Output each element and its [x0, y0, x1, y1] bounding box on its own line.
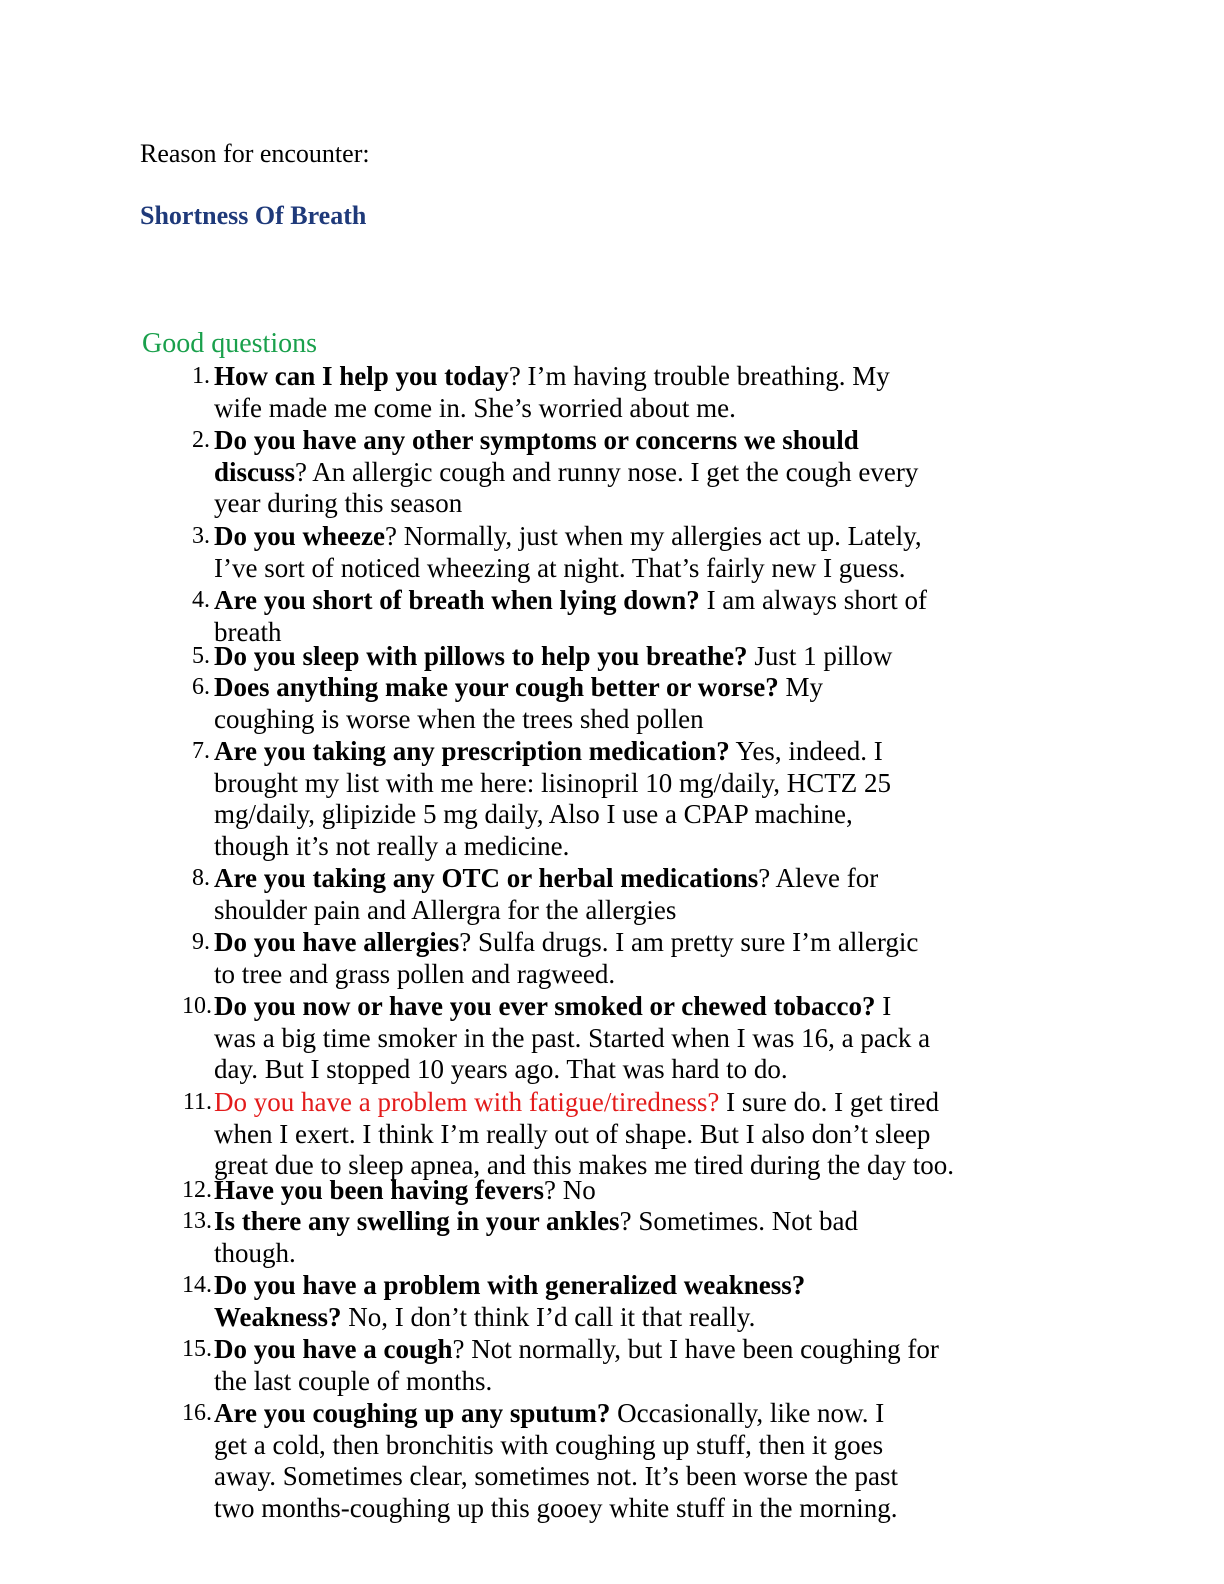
question-text: Do you have a cough — [214, 1334, 453, 1364]
question-number: 6. — [192, 674, 210, 700]
question-body — [214, 672, 1084, 735]
question-body — [214, 1206, 1084, 1269]
question-punct: ? — [544, 1175, 556, 1205]
answer-text: Not normally, but I have been coughing for the last couple of months. — [214, 1334, 939, 1396]
question-body — [214, 1334, 1084, 1397]
reason-label: Reason for encounter: — [140, 139, 370, 168]
answer-text: No, I don’t think I’d call it that really. — [341, 1301, 756, 1332]
question-punct: ? — [295, 456, 308, 487]
question-text: Are you coughing up any sputum? — [214, 1398, 611, 1428]
question-text: Have you been having fevers — [214, 1175, 544, 1205]
question-text: Do you have allergies — [214, 927, 460, 957]
question-text: Do you sleep with pillows to help you breathe? — [214, 641, 748, 671]
question-text: Is there any swelling in your ankles — [214, 1206, 620, 1236]
question-text: Do you now or have you ever smoked or chewed tobacco? — [214, 991, 876, 1021]
answer-text: I was a big time smoker in the past. Started when I was 16, a pack a day. But I stopped 10 years ago. That was hard to do. — [214, 991, 931, 1084]
question-punct: ? — [384, 521, 397, 551]
answer-text: Yes, indeed. I brought my list with me here: lisinopril 10 mg/daily, HCTZ 25 mg/daily, glipizide 5 mg daily, Also I use a CPAP machine, though it’s not really a medicine. — [214, 736, 891, 861]
question-body — [214, 361, 1084, 424]
question-number: 3. — [192, 523, 210, 549]
question-number: 7. — [192, 738, 210, 764]
question-punct: ? — [508, 361, 521, 391]
good-questions-heading: Good questions — [142, 328, 317, 359]
question-body — [214, 585, 1084, 648]
reason-title: Shortness Of Breath — [140, 201, 367, 230]
question-body — [214, 1270, 1084, 1333]
question-punct: ? — [452, 1334, 465, 1364]
question-text: How can I help you today — [214, 361, 509, 391]
question-number: 15. — [182, 1336, 212, 1362]
answer-text: Just 1 pillow — [747, 641, 893, 671]
question-punct: ? — [758, 863, 771, 893]
question-text: Does anything make your cough better or worse? — [214, 672, 779, 702]
question-number: 4. — [192, 587, 210, 613]
question-text: Are you taking any OTC or herbal medications — [214, 863, 759, 893]
question-punct: ? — [459, 927, 472, 957]
question-body — [214, 641, 1084, 673]
question-body — [214, 863, 1084, 926]
question-text: Are you short of breath when lying down? — [214, 585, 700, 615]
question-number: 11. — [182, 1089, 212, 1115]
answer-text: No — [555, 1175, 596, 1205]
question-number: 9. — [192, 929, 210, 955]
question-body — [214, 1087, 1084, 1182]
question-body — [214, 736, 1084, 862]
answer-text: Aleve for shoulder pain and Allergra for the allergies — [214, 863, 879, 925]
answer-text: Occasionally, like now. I get a cold, then bronchitis with coughing up stuff, then it goes away. Sometimes clear, sometimes not. It’s been worse the past two months-coughing up this gooey white stuff in the morning. — [214, 1398, 898, 1523]
question-text-highlighted: Do you have a problem with fatigue/tiredness? — [214, 1087, 720, 1117]
question-number: 16. — [182, 1400, 212, 1426]
answer-text: Sometimes. Not bad though. — [214, 1206, 859, 1268]
question-number: 5. — [192, 643, 210, 669]
answer-text: Normally, just when my allergies act up. Lately, I’ve sort of noticed wheezing at night. That’s fairly new I guess. — [214, 521, 922, 583]
question-text: Do you have a problem with generalized weakness? Weakness? — [214, 1270, 806, 1332]
question-number: 1. — [192, 363, 210, 389]
answer-text: I’m having trouble breathing. My wife made me come in. She’s worried about me. — [214, 361, 890, 423]
answer-text: Sulfa drugs. I am pretty sure I’m allergic to tree and grass pollen and ragweed. — [214, 927, 919, 989]
answer-text: I am always short of breath — [214, 585, 928, 647]
question-punct: ? — [619, 1206, 632, 1236]
answer-text: My coughing is worse when the trees shed pollen — [214, 672, 823, 734]
question-body — [214, 927, 1084, 990]
question-text: Do you wheeze — [214, 521, 385, 551]
question-body — [214, 991, 1084, 1086]
question-body — [214, 1175, 1084, 1207]
question-number: 12. — [182, 1177, 212, 1203]
question-text: Are you taking any prescription medication? — [214, 736, 730, 766]
question-body — [214, 521, 1084, 584]
question-number: 2. — [192, 427, 210, 453]
answer-text: I sure do. I get tired when I exert. I think I’m really out of shape. But I also don’t sleep great due to sleep apnea, and this makes me tired during the day too. — [214, 1087, 955, 1180]
question-body — [214, 1398, 1084, 1524]
question-number: 10. — [182, 993, 212, 1019]
question-number: 13. — [182, 1208, 212, 1234]
question-number: 8. — [192, 865, 210, 891]
answer-text: An allergic cough and runny nose. I get the cough every year during this season — [214, 456, 919, 518]
question-number: 14. — [182, 1272, 212, 1298]
question-text: Do you have any other symptoms or concerns we should discuss — [214, 425, 859, 487]
question-body — [214, 425, 1084, 520]
